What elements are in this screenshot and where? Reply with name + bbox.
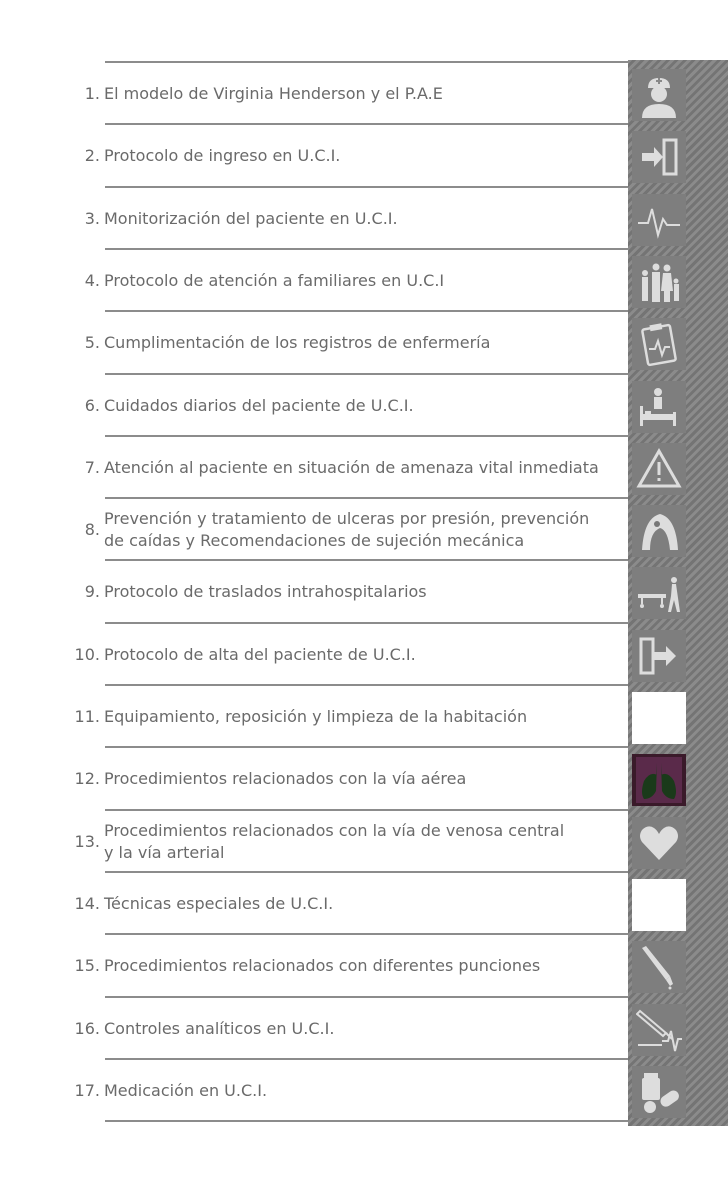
body-icon bbox=[632, 505, 686, 557]
divider bbox=[105, 61, 628, 63]
list-item-title bbox=[104, 893, 615, 915]
list-item-number: 11. bbox=[74, 707, 100, 726]
list-item-number: 9. bbox=[84, 582, 100, 602]
list-item-title bbox=[104, 332, 615, 354]
lungs-icon bbox=[632, 754, 686, 806]
list-item-title bbox=[104, 955, 615, 977]
list-item-label bbox=[0, 873, 615, 935]
list-item-title-line1: Procedimientos relacionados con la vía aérea bbox=[104, 769, 467, 789]
list-item-title-line1: Cumplimentación de los registros de enfermería bbox=[104, 333, 491, 353]
list-item-label bbox=[0, 125, 615, 187]
list-item[interactable] bbox=[0, 873, 728, 935]
list-item-title-line1: Prevención y tratamiento de ulceras por presión, prevención bbox=[104, 509, 590, 529]
pipette-icon bbox=[632, 941, 686, 993]
divider bbox=[105, 123, 628, 125]
list-item-title-line2: de caídas y Recomendaciones de sujeción mecánica bbox=[104, 531, 525, 551]
pills-icon bbox=[632, 1066, 686, 1118]
list-item[interactable] bbox=[0, 811, 728, 873]
list-item-label bbox=[0, 686, 615, 748]
door-exit-icon bbox=[632, 630, 686, 682]
list-item-title-line1: Protocolo de atención a familiares en U.C.I bbox=[104, 270, 445, 290]
divider bbox=[105, 684, 628, 686]
list-item-title-line1: Controles analíticos en U.C.I. bbox=[104, 1018, 335, 1038]
blank-icon bbox=[632, 879, 686, 931]
list-item-title-line1: El modelo de Virginia Henderson y el P.A.E bbox=[104, 84, 443, 103]
divider bbox=[105, 435, 628, 437]
divider bbox=[105, 996, 628, 998]
list-item-label bbox=[0, 1060, 615, 1122]
list-item-title-line1: Procedimientos relacionados con diferentes punciones bbox=[104, 956, 541, 976]
divider bbox=[105, 1120, 628, 1122]
list-item[interactable] bbox=[0, 375, 728, 437]
list-item-label bbox=[0, 561, 615, 623]
list-item-label bbox=[0, 624, 615, 686]
list-item-label bbox=[0, 250, 615, 312]
divider bbox=[105, 310, 628, 312]
heartbeat-icon bbox=[632, 194, 686, 246]
list-item-number: 14. bbox=[74, 893, 100, 913]
list-item-label bbox=[0, 748, 615, 810]
list-item-title-line1: Atención al paciente en situación de amenaza vital inmediata bbox=[104, 457, 599, 477]
divider bbox=[105, 871, 628, 873]
list-item[interactable] bbox=[0, 935, 728, 997]
divider bbox=[105, 497, 628, 499]
list-item-label bbox=[0, 499, 615, 561]
list-item[interactable] bbox=[0, 561, 728, 623]
list-item-number: 2. bbox=[84, 146, 100, 166]
list-item-title bbox=[104, 706, 615, 728]
list-item-title bbox=[104, 145, 615, 167]
list-item-title bbox=[104, 395, 615, 417]
divider bbox=[105, 622, 628, 624]
list-item-label bbox=[0, 188, 615, 250]
list-item[interactable] bbox=[0, 499, 728, 561]
list-item[interactable] bbox=[0, 312, 728, 374]
list-item[interactable] bbox=[0, 437, 728, 499]
list-item-number: 5. bbox=[84, 333, 100, 353]
list-item-title bbox=[104, 457, 615, 479]
warning-icon bbox=[632, 443, 686, 495]
list-item-title-line1: Equipamiento, reposición y limpieza de la habitación bbox=[104, 707, 528, 726]
list-item-number: 6. bbox=[84, 395, 100, 415]
divider bbox=[105, 186, 628, 188]
divider bbox=[105, 746, 628, 748]
door-enter-icon bbox=[632, 131, 686, 183]
list-item-number: 4. bbox=[84, 270, 100, 290]
list-item-label bbox=[0, 998, 615, 1060]
list-item-title bbox=[104, 270, 615, 292]
list-item-number: 15. bbox=[74, 956, 100, 976]
list-item[interactable] bbox=[0, 998, 728, 1060]
list-item-title bbox=[104, 768, 615, 790]
heart-icon bbox=[632, 817, 686, 869]
list-item-number: 8. bbox=[84, 520, 100, 540]
list-item-title-line1: Protocolo de alta del paciente de U.C.I. bbox=[104, 644, 416, 664]
list-item[interactable] bbox=[0, 125, 728, 187]
list-item-label bbox=[0, 811, 615, 873]
list-item-title bbox=[104, 508, 615, 552]
list-item[interactable] bbox=[0, 686, 728, 748]
list-item-label bbox=[0, 63, 615, 125]
list-item-title-line1: Procedimientos relacionados con la vía de venosa central bbox=[104, 820, 565, 840]
divider bbox=[105, 933, 628, 935]
list-item[interactable] bbox=[0, 250, 728, 312]
clipboard-icon bbox=[632, 318, 686, 370]
list-item-number: 1. bbox=[84, 84, 100, 103]
family-icon bbox=[632, 256, 686, 308]
list-item-label bbox=[0, 935, 615, 997]
list-item-number: 13. bbox=[74, 831, 100, 851]
divider bbox=[105, 809, 628, 811]
list-item-title-line1: Medicación en U.C.I. bbox=[104, 1080, 268, 1100]
list-item-number: 16. bbox=[74, 1018, 100, 1038]
list-item-title bbox=[104, 820, 615, 864]
patient-bed-icon bbox=[632, 381, 686, 433]
nurse-icon bbox=[632, 69, 686, 121]
list-item-title bbox=[104, 83, 615, 105]
list-item-title-line1: Cuidados diarios del paciente de U.C.I. bbox=[104, 395, 414, 415]
list-item-number: 12. bbox=[74, 769, 100, 789]
stretcher-icon bbox=[632, 567, 686, 619]
list-item-label bbox=[0, 312, 615, 374]
list-item-title-line1: Protocolo de traslados intrahospitalarios bbox=[104, 582, 427, 602]
list-item[interactable] bbox=[0, 63, 728, 125]
list-item[interactable] bbox=[0, 748, 728, 810]
divider bbox=[105, 1058, 628, 1060]
list-item[interactable] bbox=[0, 624, 728, 686]
list-item-title-line1: Monitorización del paciente en U.C.I. bbox=[104, 208, 398, 228]
list-item-title-line1: Técnicas especiales de U.C.I. bbox=[104, 893, 334, 913]
list-item-title bbox=[104, 581, 615, 603]
list-item-title bbox=[104, 644, 615, 666]
list-item-label bbox=[0, 375, 615, 437]
list-item-label bbox=[0, 437, 615, 499]
list-item-title-line2: y la vía arterial bbox=[104, 842, 225, 862]
list-item-title bbox=[104, 1018, 615, 1040]
list-item[interactable] bbox=[0, 188, 728, 250]
list-item-number: 17. bbox=[74, 1080, 100, 1100]
divider bbox=[105, 373, 628, 375]
syringe-icon bbox=[632, 1004, 686, 1056]
list-item[interactable] bbox=[0, 1060, 728, 1122]
list-item-number: 3. bbox=[84, 208, 100, 228]
list-item-number: 10. bbox=[74, 644, 100, 664]
list-item-title bbox=[104, 208, 615, 230]
list-item-number: 7. bbox=[84, 457, 100, 477]
blank-icon bbox=[632, 692, 686, 744]
divider bbox=[105, 559, 628, 561]
list-item-title-line1: Protocolo de ingreso en U.C.I. bbox=[104, 146, 341, 166]
list-item-title bbox=[104, 1080, 615, 1102]
divider bbox=[105, 248, 628, 250]
